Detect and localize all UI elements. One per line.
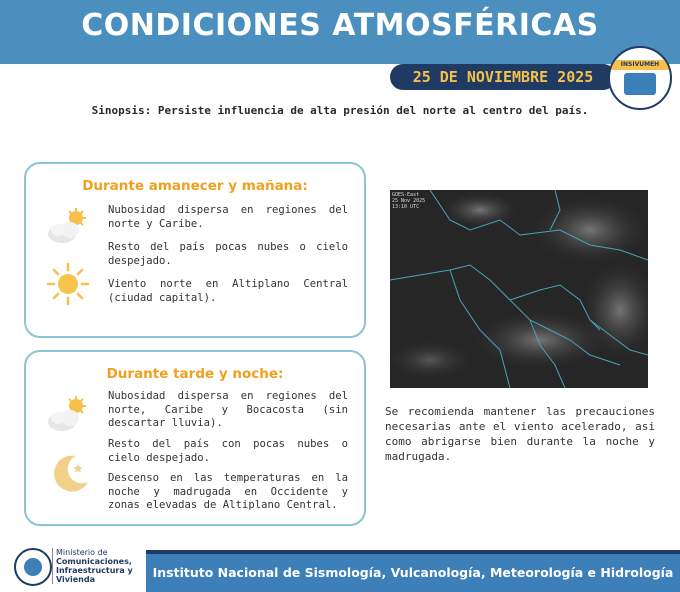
satellite-timestamp: GOES-East 25 Nov 2025 13:10 UTC [392,192,426,210]
seal-center [24,558,42,576]
morning-title: Durante amanecer y mañana: [82,178,308,194]
ministry-line-1: Ministerio de [56,548,108,557]
date-text: 25 DE NOVIEMBRE 2025 [412,68,594,86]
morning-item-1: Nubosidad dispersa en regiones del norte y Caribe. [108,204,348,230]
sun-icon [46,262,90,306]
partly-cloudy-icon [44,206,90,246]
satellite-map-icon [390,190,648,388]
footer-band [146,554,680,592]
partly-cloudy-icon [44,394,90,434]
moon-icon [48,452,92,496]
synopsis: Sinopsis: Persiste influencia de alta presión del norte al centro del país. [91,104,589,117]
insivumeh-logo [608,46,672,110]
evening-title: Durante tarde y noche: [106,366,284,382]
ministry-seal-icon [14,548,52,586]
morning-item-3: Viento norte en Altiplano Central (ciudad capital). [108,278,348,304]
morning-card [24,162,366,338]
morning-item-2: Resto del país pocas nubes o cielo despejado. [108,241,348,267]
guatemala-map-icon [624,73,656,95]
satellite-image [390,190,648,388]
ministry-name [56,548,146,584]
evening-card [24,350,366,526]
evening-item-2: Resto del país con pocas nubes o cielo despejado. [108,438,348,464]
recommendation-text: Se recomienda mantener las precauciones necesarias ante el viento acelerado, asi como abrigarse bien durante la noche y madrugada. [385,405,655,463]
date-badge [390,64,616,90]
ministry-divider [52,548,53,584]
evening-item-1: Nubosidad dispersa en regiones del norte, Caribe y Bocacosta (sin descartar lluvia). [108,390,348,429]
ministry-line-4: Vivienda [56,575,95,584]
ministry-line-3: Infraestructura y [56,566,133,575]
institute-name: Instituto Nacional de Sismología, Vulcanología, Meteorología e Hidrología [152,565,674,580]
ministry-line-2: Comunicaciones, [56,557,132,566]
logo-text: INSIVUMEH [620,61,660,68]
page-title: CONDICIONES ATMOSFÉRICAS [81,8,599,43]
evening-item-3: Descenso en las temperaturas en la noche y madrugada en Occidente y zonas elevadas de Altiplano Central. [108,472,348,511]
